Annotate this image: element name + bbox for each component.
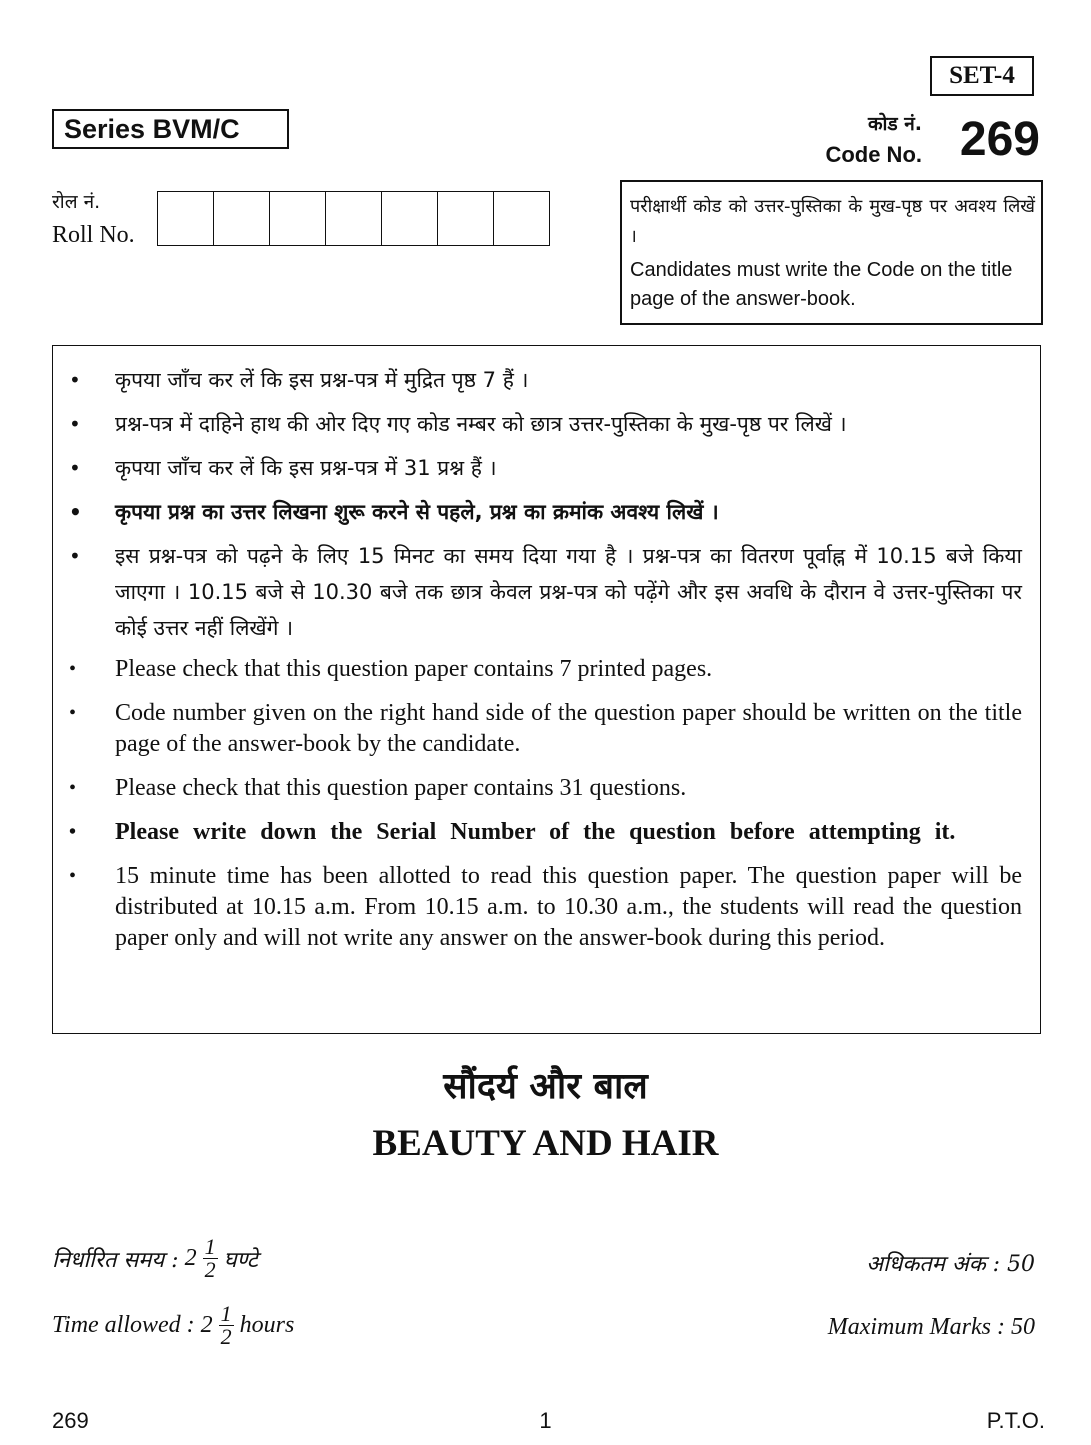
candidate-note-box bbox=[620, 180, 1043, 325]
footer-code: 269 bbox=[52, 1408, 89, 1433]
instruction-item: • Code number given on the right hand side of the question paper should be written on the title page of the answer-book by the candidate. bbox=[53, 698, 1022, 760]
roll-digit-box[interactable] bbox=[438, 192, 494, 245]
candidate-note-hindi: परीक्षार्थी कोड को उत्तर-पुस्तिका के मुख-पृष्ठ पर अवश्य लिखें । bbox=[630, 196, 1035, 247]
roll-digit-box[interactable] bbox=[214, 192, 270, 245]
roll-number-boxes[interactable] bbox=[157, 191, 550, 246]
instruction-item: • Please write down the Serial Number of the question before attempting it. bbox=[53, 817, 1022, 848]
time-fraction bbox=[219, 1303, 234, 1348]
instructions-box bbox=[52, 345, 1041, 1034]
time-allowed bbox=[52, 1303, 294, 1348]
instruction-item: • कृपया जाँच कर लें कि इस प्रश्न-पत्र में 31 प्रश्न हैं । bbox=[53, 450, 1022, 486]
time-label-hindi: निर्धारित समय : bbox=[52, 1247, 179, 1273]
instruction-item: • प्रश्न-पत्र में दाहिने हाथ की ओर दिए गए कोड नम्बर को छात्र उत्तर-पुस्तिका के मुख-पृष्ठ पर लिखें । bbox=[53, 406, 1022, 442]
roll-digit-box[interactable] bbox=[158, 192, 214, 245]
roll-label-hindi: रोल नं. bbox=[52, 191, 101, 213]
time-unit: hours bbox=[239, 1312, 295, 1338]
time-fraction bbox=[203, 1236, 218, 1281]
instruction-item: • इस प्रश्न-पत्र को पढ़ने के लिए 15 मिनट का समय दिया गया है । प्रश्न-पत्र का वितरण पूर्वाह्न में 10.15 बजे किया जाएगा । 10.15 बजे से 10.30 बजे तक छात्र केवल प्रश्न-पत्र को पढ़ेंगे और इस अवधि के दौरान वे उत्तर-पुस्तिका पर कोई उत्तर नहीं लिखेंगे । bbox=[53, 538, 1022, 646]
page-number: 1 bbox=[539, 1408, 552, 1433]
instruction-item: • कृपया प्रश्न का उत्तर लिखना शुरू करने से पहले, प्रश्न का क्रमांक अवश्य लिखें । bbox=[53, 494, 1022, 530]
time-numerator: 1 bbox=[204, 1234, 216, 1259]
code-label-hindi: कोड नं. bbox=[867, 113, 922, 135]
instruction-item: • 15 minute time has been allotted to read this question paper. The question paper will be distributed at 10.15 a.m. From 10.15 a.m. to 10.30 a.m., the students will read the question paper only and will not write any answer on the answer-book during this period. bbox=[53, 861, 1022, 954]
time-numerator: 1 bbox=[220, 1301, 232, 1326]
time-whole: 2 bbox=[184, 1245, 197, 1271]
roll-digit-box[interactable] bbox=[494, 192, 549, 245]
subject-title: BEAUTY AND HAIR bbox=[372, 1123, 719, 1164]
time-denominator: 2 bbox=[204, 1257, 216, 1282]
roll-digit-box[interactable] bbox=[270, 192, 326, 245]
roll-label: Roll No. bbox=[52, 222, 135, 248]
max-marks-hindi: अधिकतम अंक : 50 bbox=[866, 1252, 1035, 1277]
time-label: Time allowed : bbox=[52, 1312, 195, 1338]
instruction-item: • Please check that this question paper contains 7 printed pages. bbox=[53, 654, 1022, 685]
time-denominator: 2 bbox=[220, 1324, 232, 1349]
instruction-item: • कृपया जाँच कर लें कि इस प्रश्न-पत्र में मुद्रित पृष्ठ 7 हैं । bbox=[53, 362, 1022, 398]
subject-title-hindi: सौंदर्य और बाल bbox=[443, 1066, 648, 1107]
pto-label: P.T.O. bbox=[986, 1408, 1045, 1433]
candidate-note: Candidates must write the Code on the title page of the answer-book. bbox=[630, 259, 1013, 310]
max-marks: Maximum Marks : 50 bbox=[827, 1314, 1035, 1340]
series-label: Series BVM/C bbox=[52, 109, 289, 149]
set-label: SET-4 bbox=[930, 56, 1034, 96]
code-label: Code No. bbox=[825, 142, 922, 167]
code-number: 269 bbox=[959, 113, 1040, 166]
time-unit-hindi: घण्टे bbox=[223, 1247, 258, 1273]
instruction-item: • Please check that this question paper contains 31 questions. bbox=[53, 773, 1022, 804]
time-allowed-hindi bbox=[52, 1236, 258, 1281]
instructions-list bbox=[53, 346, 1040, 954]
time-whole: 2 bbox=[200, 1312, 213, 1338]
roll-digit-box[interactable] bbox=[326, 192, 382, 245]
roll-digit-box[interactable] bbox=[382, 192, 438, 245]
